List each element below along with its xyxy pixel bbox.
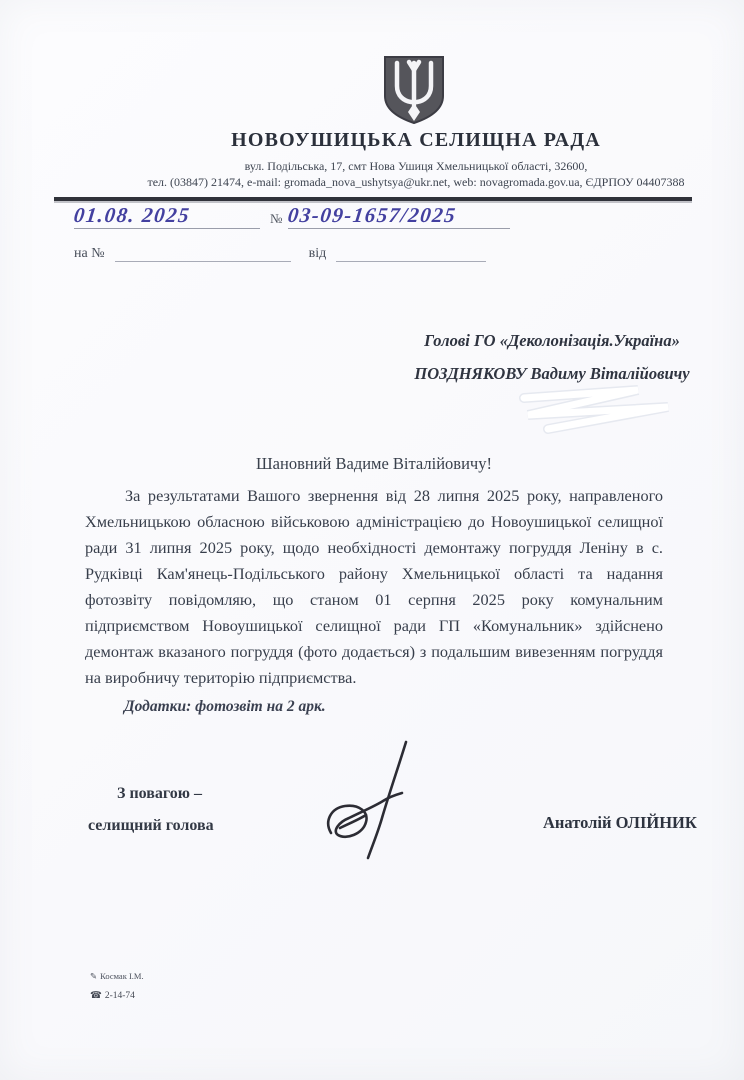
recipient-position: Голові ГО «Деколонізація.Україна» — [424, 331, 680, 350]
body-paragraph: За результатами Вашого звернення від 28 липня 2025 року, направленого Хмельницькою обласною військовою адміністрацією до Новоушицької селищної ради 31 липня 2025 року, щодо необхідності демонтажу погруддя Леніну в с. Рудківці Кам'янець-Подільського району Хмельницької області та надання фотозвіту повідомляю, що станом 01 серпня 2025 року комунальним підприємством Новоушицької селищної ради ГП «Комунальник» здійснено демонтаж вказаного погруддя (фото додається) з подальшим вивезенням погруддя на виробничу територію підприємства. — [85, 486, 663, 687]
closing-phrase: З повагою – — [117, 785, 202, 802]
handwritten-signature — [318, 740, 430, 860]
outgoing-number-handwritten: 03-09-1657/2025 — [286, 203, 459, 227]
executor-phone-note — [90, 990, 135, 1001]
reply-date-label: від — [308, 246, 327, 261]
salutation: Шановний Вадиме Віталійовичу! — [256, 454, 492, 473]
address-line-1: вул. Подільська, 17, смт Нова Ушиця Хмельницької області, 32600, — [244, 159, 588, 173]
signer-position: селищний голова — [88, 817, 214, 834]
reply-reference-row — [74, 245, 486, 262]
reply-number-blank-field — [115, 245, 291, 262]
executor-name: Космак І.М. — [100, 971, 144, 981]
organization-address — [86, 159, 744, 190]
reply-number-label: на № — [74, 246, 105, 261]
outgoing-reference-row — [74, 204, 510, 229]
organization-title: НОВОУШИЦЬКА СЕЛИЩНА РАДА — [231, 129, 601, 151]
ukraine-trident-emblem-icon — [382, 54, 446, 126]
phone-icon: ☎ — [90, 991, 102, 1001]
recipient-name: ПОЗДНЯКОВУ Вадиму Віталійовичу — [414, 364, 690, 383]
whiteout-scribble-mark — [516, 384, 680, 434]
header-divider-rule — [54, 197, 692, 201]
recipient-block — [382, 324, 722, 390]
executor-phone: 2-14-74 — [104, 991, 135, 1001]
number-sign-label: № — [270, 211, 283, 226]
address-line-2: тел. (03847) 21474, e-mail: gromada_nova_ushytsya@ukr.net, web: novagromada.gov.ua, ЄДРПОУ 04407388 — [147, 174, 685, 189]
outgoing-number-field — [288, 204, 510, 229]
reply-date-blank-field — [336, 245, 486, 262]
executor-note — [90, 971, 144, 982]
outgoing-date-handwritten: 01.08. 2025 — [72, 203, 192, 227]
signer-name: Анатолій ОЛІЙНИК — [543, 813, 697, 832]
attachments-note: Додатки: фотозвіт на 2 арк. — [124, 698, 326, 715]
outgoing-date-field — [74, 204, 260, 229]
pen-icon: ✎ — [90, 971, 98, 981]
